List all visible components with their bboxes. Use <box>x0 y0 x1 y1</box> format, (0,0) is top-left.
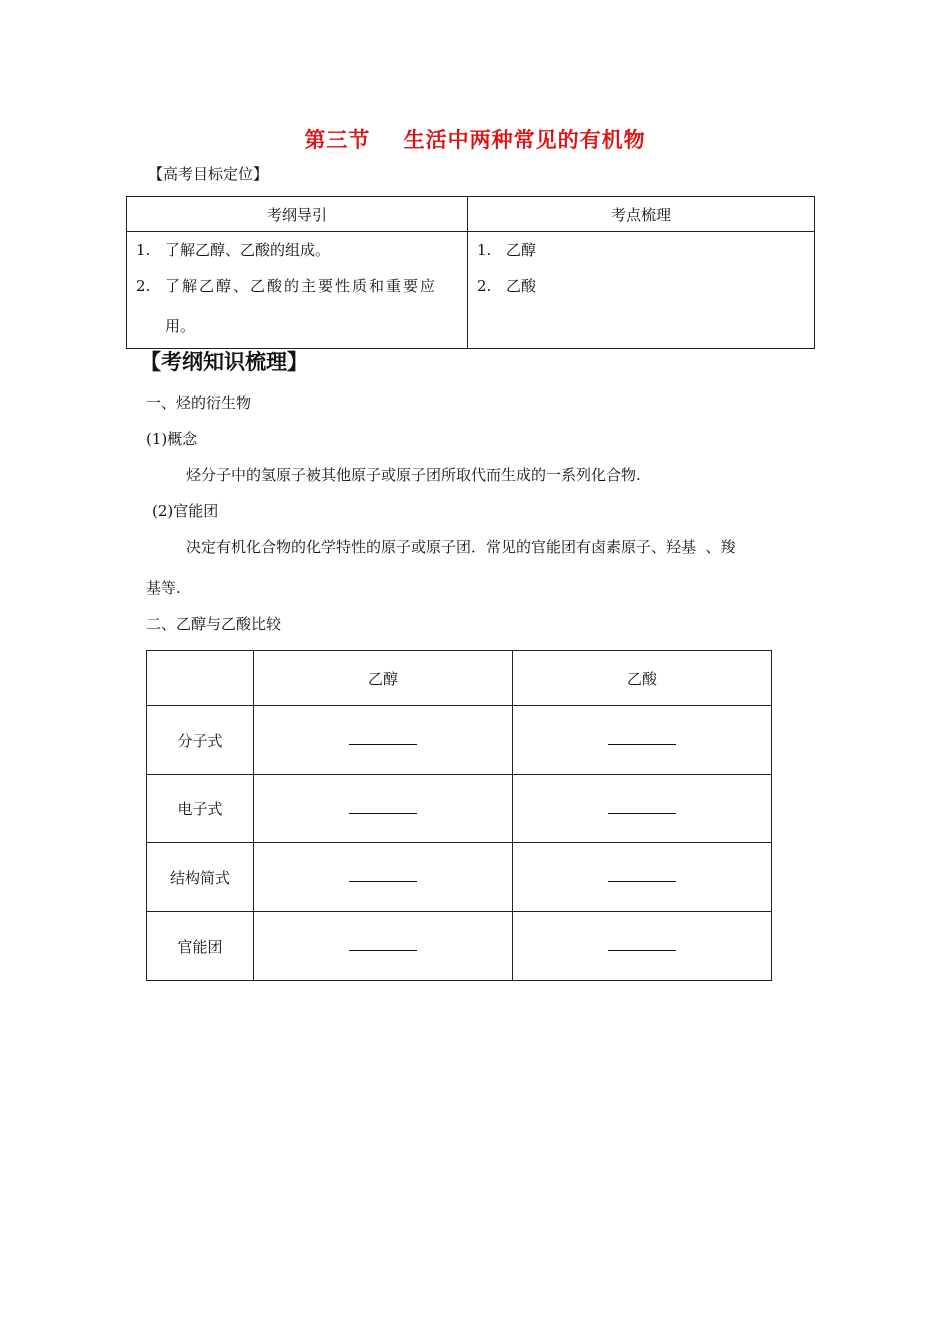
fill-blank-cell <box>254 775 513 843</box>
row-label: 官能团 <box>147 912 254 981</box>
goal-left-item: 2. 了解乙醇、乙酸的主要性质和重要应 用。 <box>136 277 438 335</box>
goal-table <box>126 196 815 349</box>
comparison-table <box>146 650 772 981</box>
page-title: 第三节 生活中两种常见的有机物 <box>304 128 646 152</box>
functional-group-text: 决定有机化合物的化学特性的原子或原子团．常见的官能团有卤素原子、羟基 、羧 <box>186 538 736 556</box>
fill-blank-cell <box>513 775 772 843</box>
fill-blank-cell <box>254 912 513 981</box>
blank-line <box>608 812 676 814</box>
fill-blank-cell <box>513 843 772 912</box>
fill-blank-cell <box>513 706 772 775</box>
goal-header-outline: 考纲导引 <box>127 197 468 232</box>
blank-line <box>608 949 676 951</box>
section2-heading: 二、乙醇与乙酸比较 <box>146 615 282 633</box>
goal-right-item: 1. 乙醇 <box>477 241 537 259</box>
goal-header-points: 考点梳理 <box>468 197 815 232</box>
goal-right-cell <box>468 232 815 349</box>
knowledge-heading: 【考纲知识梳理】 <box>140 350 308 374</box>
goal-left-item: 1. 了解乙醇、乙酸的组成。 <box>136 241 331 259</box>
fill-blank-cell <box>254 843 513 912</box>
functional-group-text-cont: 基等. <box>146 579 181 597</box>
goal-left-cell <box>127 232 468 349</box>
col-header-ethanol: 乙醇 <box>254 651 513 706</box>
goal-section-label: 【高考目标定位】 <box>148 165 269 183</box>
functional-group-label: (2)官能团 <box>152 502 219 520</box>
col-header-acetic-acid: 乙酸 <box>513 651 772 706</box>
section1-heading: 一、烃的衍生物 <box>146 394 252 412</box>
blank-line <box>349 949 417 951</box>
fill-blank-cell <box>254 706 513 775</box>
row-label: 分子式 <box>147 706 254 775</box>
blank-line <box>349 880 417 882</box>
corner-cell <box>147 651 254 706</box>
concept-text: 烃分子中的氢原子被其他原子或原子团所取代而生成的一系列化合物. <box>186 466 641 484</box>
blank-line <box>608 743 676 745</box>
blank-line <box>349 743 417 745</box>
blank-line <box>608 880 676 882</box>
row-label: 结构简式 <box>147 843 254 912</box>
goal-right-item: 2. 乙酸 <box>477 277 537 295</box>
fill-blank-cell <box>513 912 772 981</box>
concept-label: (1)概念 <box>146 430 198 448</box>
blank-line <box>349 812 417 814</box>
row-label: 电子式 <box>147 775 254 843</box>
